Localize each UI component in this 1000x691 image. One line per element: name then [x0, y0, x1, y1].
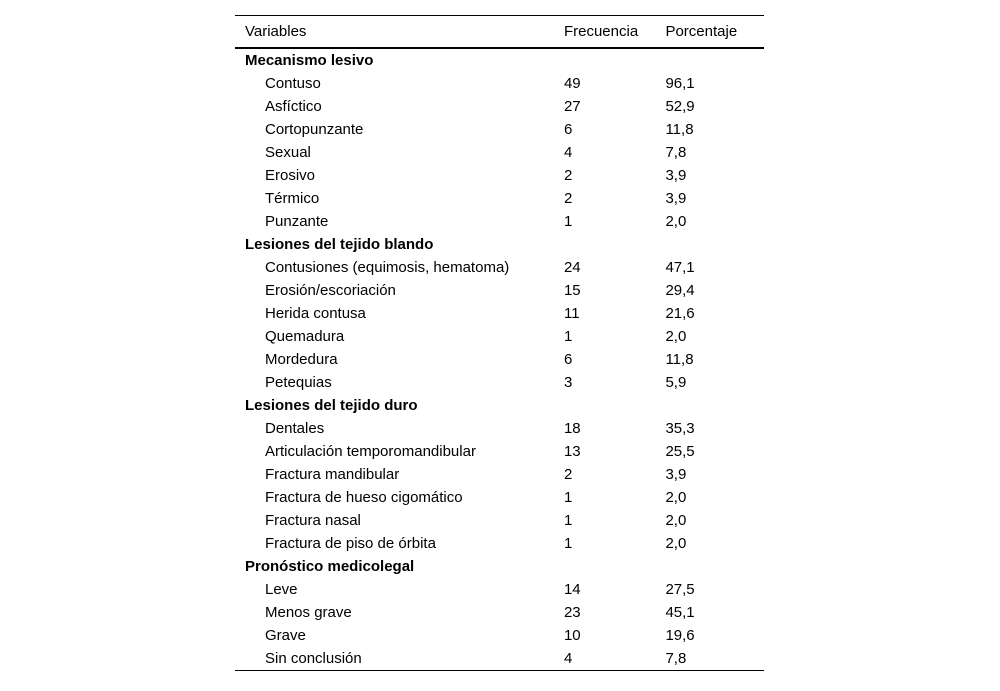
row-frequency: 15: [563, 282, 581, 299]
row-variable: Dentales: [265, 420, 325, 437]
row-frequency: 2: [563, 167, 573, 184]
row-variable: Asfíctico: [265, 98, 322, 115]
row-variable: Leve: [265, 581, 298, 598]
row-frequency: 18: [563, 420, 581, 437]
row-percentage: 3,9: [665, 466, 687, 483]
group-title: Lesiones del tejido duro: [245, 397, 418, 414]
header-frequency: Frecuencia: [564, 16, 665, 49]
table-row: [235, 532, 764, 555]
group-title: Mecanismo lesivo: [245, 52, 374, 69]
table-row: [235, 486, 764, 509]
table-row: [235, 624, 764, 647]
row-percentage: 2,0: [665, 535, 687, 552]
row-frequency: 14: [563, 581, 581, 598]
table-row: [235, 509, 764, 532]
group-title: Pronóstico medicolegal: [245, 558, 415, 575]
data-table: [235, 15, 764, 671]
row-variable: Contuso: [265, 75, 321, 92]
row-variable: Petequias: [265, 374, 332, 391]
row-variable: Punzante: [265, 213, 329, 230]
row-variable: Térmico: [265, 190, 320, 207]
row-frequency: 3: [563, 374, 573, 391]
table-row: [235, 463, 764, 486]
row-percentage: 11,8: [665, 351, 694, 368]
row-variable: Articulación temporomandibular: [265, 443, 476, 460]
row-frequency: 2: [563, 190, 573, 207]
row-frequency: 23: [563, 604, 581, 621]
row-frequency: 4: [563, 144, 573, 161]
row-frequency: 1: [563, 512, 573, 529]
row-percentage: 96,1: [665, 75, 695, 92]
row-variable: Grave: [265, 627, 306, 644]
row-variable: Herida contusa: [265, 305, 366, 322]
table-row: [235, 141, 764, 164]
row-variable: Fractura de piso de órbita: [265, 535, 436, 552]
row-percentage: 2,0: [665, 489, 687, 506]
row-percentage: 3,9: [665, 190, 687, 207]
table-header: [235, 16, 764, 49]
row-frequency: 1: [563, 489, 573, 506]
row-frequency: 4: [564, 647, 665, 671]
table-row: [235, 417, 764, 440]
group-row: [235, 394, 764, 417]
row-variable: Menos grave: [265, 604, 352, 621]
row-frequency: 13: [563, 443, 581, 460]
row-variable: Mordedura: [265, 351, 338, 368]
row-variable: Fractura de hueso cigomático: [265, 489, 463, 506]
row-frequency: 27: [563, 98, 581, 115]
row-percentage: 25,5: [665, 443, 695, 460]
row-percentage: 5,9: [665, 374, 687, 391]
header-percentage: Porcentaje: [665, 16, 764, 49]
table-row: [235, 164, 764, 187]
table-row: [235, 371, 764, 394]
group-row: [235, 48, 764, 72]
group-row: [235, 233, 764, 256]
table-row: [235, 279, 764, 302]
table-row: [235, 210, 764, 233]
row-percentage: 19,6: [665, 627, 695, 644]
table-row: [235, 601, 764, 624]
row-variable: Fractura nasal: [265, 512, 361, 529]
table-body: [235, 48, 764, 671]
row-percentage: 27,5: [665, 581, 695, 598]
row-variable: Quemadura: [265, 328, 345, 345]
row-frequency: 1: [563, 213, 573, 230]
table-row: [235, 256, 764, 279]
row-variable: Erosivo: [265, 167, 316, 184]
row-percentage: 7,8: [665, 647, 764, 671]
table-row: [235, 578, 764, 601]
row-percentage: 45,1: [665, 604, 695, 621]
row-variable: Sin conclusión: [235, 647, 564, 671]
row-frequency: 49: [563, 75, 581, 92]
row-percentage: 29,4: [665, 282, 695, 299]
row-percentage: 47,1: [665, 259, 695, 276]
table-row: [235, 72, 764, 95]
row-variable: Contusiones (equimosis, hematoma): [265, 259, 510, 276]
table-row: [235, 187, 764, 210]
row-frequency: 11: [563, 305, 580, 322]
row-variable: Cortopunzante: [265, 121, 364, 138]
table-row: [235, 440, 764, 463]
row-percentage: 21,6: [665, 305, 695, 322]
row-variable: Erosión/escoriación: [265, 282, 396, 299]
row-percentage: 3,9: [665, 167, 687, 184]
row-percentage: 35,3: [665, 420, 695, 437]
row-frequency: 1: [563, 328, 573, 345]
row-percentage: 7,8: [665, 144, 687, 161]
table-row: [235, 325, 764, 348]
table-row: [235, 95, 764, 118]
row-percentage: 2,0: [665, 328, 687, 345]
row-percentage: 52,9: [665, 98, 695, 115]
row-percentage: 11,8: [665, 121, 694, 138]
row-frequency: 2: [563, 466, 573, 483]
table-row: [235, 118, 764, 141]
data-table-container: [235, 15, 764, 671]
table-row: [235, 302, 764, 325]
row-frequency: 6: [563, 121, 573, 138]
table-row: [235, 348, 764, 371]
table-row: [235, 647, 764, 671]
row-percentage: 2,0: [665, 213, 687, 230]
group-row: [235, 555, 764, 578]
row-frequency: 6: [563, 351, 573, 368]
row-percentage: 2,0: [665, 512, 687, 529]
row-variable: Fractura mandibular: [265, 466, 400, 483]
row-frequency: 24: [563, 259, 581, 276]
header-row: [235, 16, 764, 49]
row-frequency: 1: [563, 535, 573, 552]
row-frequency: 10: [563, 627, 581, 644]
header-variables: Variables: [235, 16, 564, 49]
group-title: Lesiones del tejido blando: [245, 236, 434, 253]
row-variable: Sexual: [265, 144, 311, 161]
